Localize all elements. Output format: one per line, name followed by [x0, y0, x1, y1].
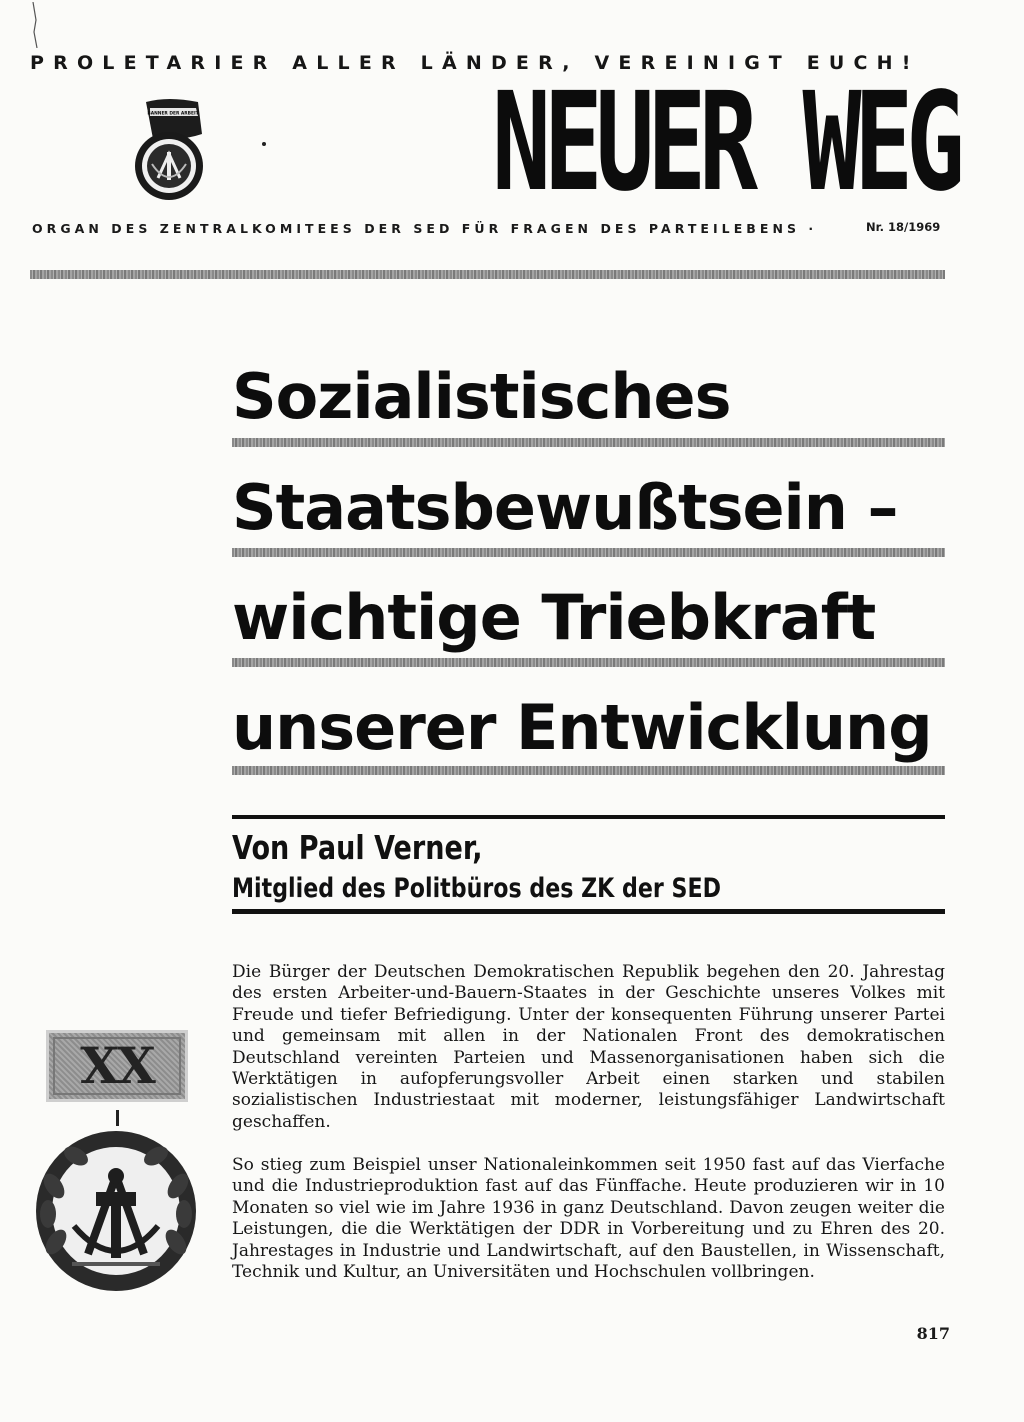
author-top-rule — [232, 815, 945, 819]
scan-edge-mark — [30, 2, 40, 48]
headline-line-4: unserer Entwicklung — [232, 691, 932, 764]
xx-badge-label: XX — [80, 1036, 154, 1095]
publication-subline: ORGAN DES ZENTRALKOMITEES DER SED FÜR FRAGEN DES PARTEILEBENS · — [32, 221, 818, 236]
xx-anniversary-badge — [46, 1030, 188, 1102]
masthead-title: NEUER WEG — [492, 64, 958, 222]
page-number: 817 — [916, 1324, 950, 1343]
ddr-state-emblem-icon — [32, 1126, 200, 1296]
headline-underline-1 — [232, 438, 945, 447]
party-motto: PROLETARIER ALLER LÄNDER, VEREINIGT EUCH! — [30, 52, 920, 74]
headline-underline-2 — [232, 548, 945, 557]
author-position: Mitglied des Politbüros des ZK der SED — [232, 873, 721, 904]
body-paragraph-1: Die Bürger der Deutschen Demokratischen Republik begehen den 20. Jahrestag des ersten Arbeiter-und-Bauern-Staates in der Geschichte unseres Volkes mit Freude und tiefer Befriedigung. Unter der konsequenten Führung unserer Partei und gemeinsam mit allen in der Nationalen Front des demokratischen Deutschland vereinten Parteien und Massenorganisationen haben sich die Werktätigen in aufopferungsvoller Arbeit einen starken und stabilen sozialistischen Industriestaat mit moderner, leistungsfähiger Landwirtschaft geschaffen. — [232, 962, 945, 1132]
emblem-stem — [116, 1110, 119, 1126]
stray-dot — [262, 142, 266, 146]
headline-line-2: Staatsbewußtsein – — [232, 471, 898, 544]
headline-underline-3 — [232, 658, 945, 667]
headline-underline-4 — [232, 766, 945, 775]
author-bottom-rule — [232, 909, 945, 914]
headline-line-3: wichtige Triebkraft — [232, 581, 876, 654]
badge-inscription: BANNER DER ARBEIT — [147, 111, 199, 117]
body-paragraph-2: So stieg zum Beispiel unser Nationaleinkommen seit 1950 fast auf das Vierfache und die Industrieproduktion fast auf das Fünffache. Heute produzieren wir in 10 Monaten so viel wie im Jahre 1936 in ganz Deutschland. Davon zeugen weiter die Leistungen, die die Werktätigen der DDR in Vorbereitung und zu Ehren des 20. Jahrestages in Industrie und Landwirtschaft, auf den Baustellen, in Wissenschaft, Technik und Kultur, an Universitäten und Hochschulen vollbringen. — [232, 1155, 945, 1283]
issue-number: Nr. 18/1969 — [866, 220, 941, 234]
headline-line-1: Sozialistisches — [232, 360, 731, 433]
banner-der-arbeit-order-icon — [128, 94, 210, 204]
author-name: Von Paul Verner, — [232, 828, 483, 867]
header-divider — [30, 270, 945, 279]
